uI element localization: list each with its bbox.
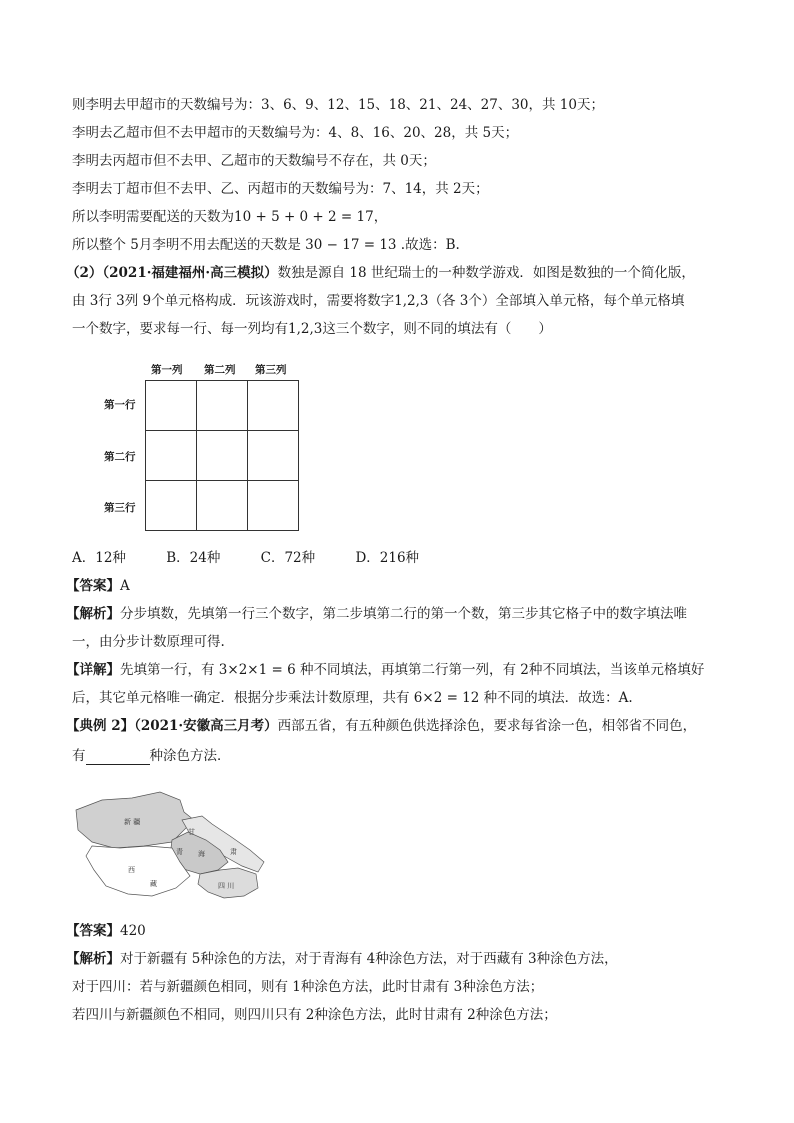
- answer-2-label: 【答案】: [66, 923, 120, 939]
- text-line-4: 李明去丁超市但不去甲、乙、丙超市的天数编号为：7、14，共 2天；: [72, 181, 489, 197]
- question-2-line-3: 一个数字，要求每一行、每一列均有1,2,3这三个数字，则不同的填法有（ ）: [72, 321, 552, 337]
- analysis-1-text-1: 分步填数，先填第一行三个数字，第二步填第二行的第一个数，第三步其它格子中的数字填法唯: [120, 606, 687, 622]
- analysis-1-line-1: [66, 605, 687, 623]
- west-provinces-map: [72, 790, 272, 900]
- grid-cell: [248, 431, 299, 481]
- grid-cell: [197, 381, 248, 431]
- answer-2-value: 420: [120, 923, 146, 939]
- grid-cell: [197, 481, 248, 531]
- analysis-2-text-1: 对于新疆有 5种涂色的方法，对于青海有 4种涂色方法，对于西藏有 3种涂色方法，: [120, 951, 618, 967]
- map-graphic: [72, 790, 272, 900]
- text-line-3: 李明去丙超市但不去甲、乙超市的天数编号不存在，共 0天；: [72, 153, 436, 169]
- detail-1-text-1: 先填第一行，有 3×2×1 = 6 种不同填法，再填第二行第一列，有 2种不同填法，当该单元格填好: [120, 662, 705, 678]
- answer-1-value: A: [120, 578, 130, 594]
- column-header-3: 第三列: [255, 364, 287, 376]
- label-sichuan: 四 川: [218, 882, 235, 890]
- analysis-2-line-1: [66, 950, 618, 968]
- grid-cell: [146, 481, 197, 531]
- example-2-text-1: 西部五省，有五种颜色供选择涂色，要求每省涂一色，相邻省不同色，: [277, 718, 697, 734]
- question-2-source: （2）（2021·福建福州·高三模拟）: [66, 265, 278, 281]
- grid-cell: [146, 381, 197, 431]
- analysis-2-line-2: 对于四川：若与新疆颜色相同，则有 1种涂色方法，此时甘肃有 3种涂色方法；: [72, 979, 544, 995]
- question-2-text-1: 数独是源自 18 世纪瑞士的一种数学游戏．如图是数独的一个简化版，: [277, 265, 695, 281]
- label-gansu-2: 肃: [230, 848, 237, 856]
- grid-cell: [248, 381, 299, 431]
- sudoku-grid: [145, 380, 299, 531]
- label-tibet-2: 藏: [150, 880, 157, 888]
- detail-1-line-1: [66, 661, 704, 679]
- example-2-line-2: [72, 747, 231, 765]
- detail-1-line-2: 后，其它单元格唯一确定．根据分步乘法计数原理，共有 6×2 = 12 种不同的填法．故选：A.: [72, 690, 633, 706]
- column-header-2: 第二列: [204, 364, 236, 376]
- analysis-1-label: 【解析】: [66, 606, 120, 622]
- label-qinghai-2: 海: [198, 850, 205, 858]
- example-2-line-1: [66, 717, 696, 735]
- column-header-1: 第一列: [151, 364, 183, 376]
- text-line-2: 李明去乙超市但不去甲超市的天数编号为：4、8、16、20、28，共 5天；: [72, 125, 519, 141]
- answer-2: [66, 922, 146, 940]
- text-line-6: 所以整个 5月李明不用去配送的天数是 30 − 17 = 13 .故选：B.: [72, 237, 460, 253]
- question-2-line-1: [66, 264, 695, 282]
- analysis-2-line-3: 若四川与新疆颜色不相同，则四川只有 2种涂色方法，此时甘肃有 2种涂色方法；: [72, 1007, 557, 1023]
- option-c: C．72种: [260, 550, 316, 566]
- option-d: D．216种: [355, 550, 420, 566]
- label-tibet-1: 西: [128, 866, 135, 874]
- question-2-line-2: 由 3行 3列 9个单元格构成．玩该游戏时，需要将数字1,2,3（各 3个）全部填入单元格，每个单元格填: [72, 293, 685, 309]
- row-header-3: 第三行: [104, 502, 136, 514]
- label-gansu-1: 甘: [188, 828, 195, 836]
- grid-cell: [197, 431, 248, 481]
- grid-cell: [146, 431, 197, 481]
- tibet-region: [86, 846, 190, 896]
- grid-cell: [248, 481, 299, 531]
- answer-1-label: 【答案】: [66, 578, 120, 594]
- example-2-source: 【典例 2】（2021·安徽高三月考）: [66, 718, 278, 734]
- row-header-2: 第二行: [104, 451, 136, 463]
- analysis-1-line-2: 一，由分步计数原理可得.: [72, 634, 225, 650]
- text-line-5: 所以李明需要配送的天数为10 + 5 + 0 + 2 = 17，: [72, 209, 388, 225]
- option-b: B．24种: [166, 550, 221, 566]
- label-xinjiang: 新 疆: [124, 818, 141, 826]
- example-2-text-2b: 种涂色方法．: [149, 748, 231, 764]
- row-header-1: 第一行: [104, 399, 136, 411]
- example-2-text-2a: 有: [72, 748, 86, 764]
- text-line-1: 则李明去甲超市的天数编号为：3、6、9、12、15、18、21、24、27、30，共 10天；: [72, 97, 604, 113]
- answer-blank: [86, 750, 150, 765]
- analysis-2-label: 【解析】: [66, 951, 120, 967]
- label-qinghai-1: 青: [176, 848, 183, 856]
- options-row: [72, 549, 419, 567]
- answer-1: [66, 577, 130, 595]
- detail-1-label: 【详解】: [66, 662, 120, 678]
- option-a: A．12种: [72, 550, 126, 566]
